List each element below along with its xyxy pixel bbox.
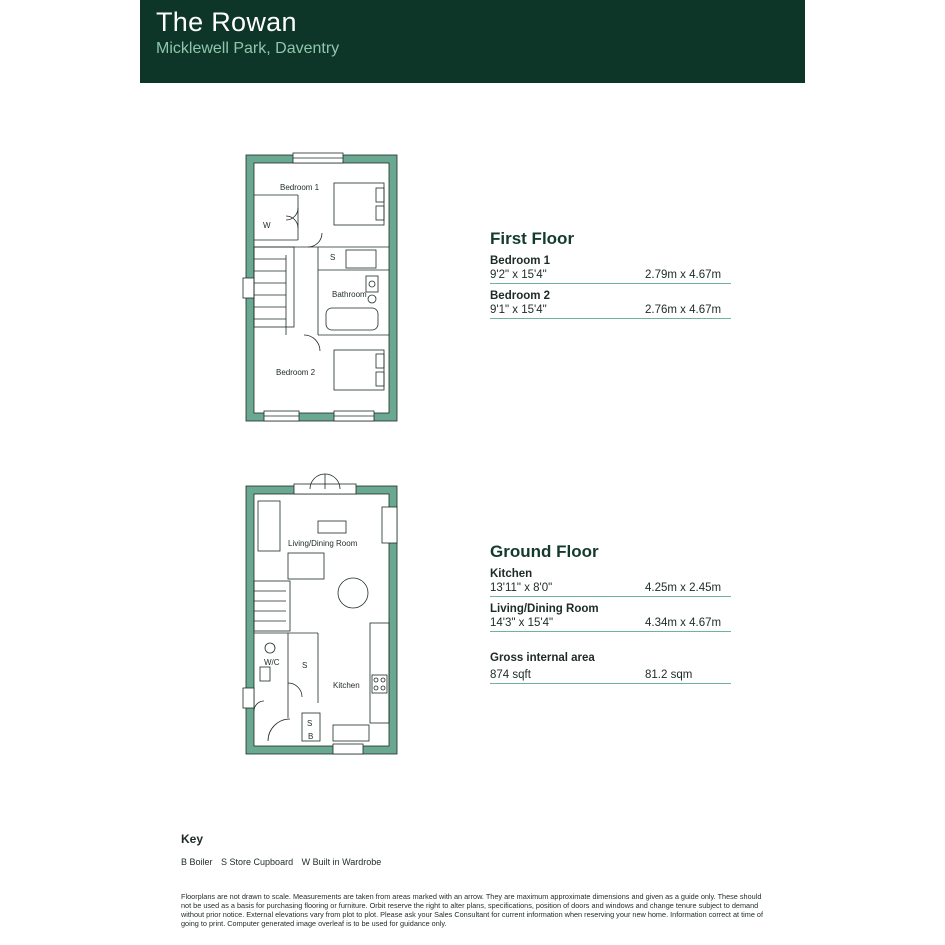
store-label-1: S xyxy=(302,661,308,670)
room-row xyxy=(490,603,731,632)
key-items xyxy=(181,857,387,867)
store-label-2: S xyxy=(307,719,313,728)
development-location: Micklewell Park, Daventry xyxy=(156,40,340,57)
room-metric: 2.79m x 4.67m xyxy=(645,269,722,281)
gross-area-label: Gross internal area xyxy=(490,652,595,664)
room-metric: 4.34m x 4.67m xyxy=(645,617,722,629)
gross-area-imperial: 874 sqft xyxy=(490,669,531,681)
store-label: S xyxy=(330,253,336,262)
gross-area-row xyxy=(490,652,731,684)
key-item-wardrobe: W Built in Wardrobe xyxy=(301,857,382,867)
room-imperial: 13'11" x 8'0" xyxy=(490,582,553,594)
first-floor-schedule xyxy=(490,229,731,325)
bathroom-label: Bathroom xyxy=(332,290,367,299)
living-label: Living/Dining Room xyxy=(288,539,358,548)
key-title: Key xyxy=(181,832,204,846)
room-name: Bedroom 2 xyxy=(490,290,551,302)
room-imperial: 9'1" x 15'4" xyxy=(490,304,547,316)
ground-floor-schedule xyxy=(490,542,731,690)
bedroom2-label: Bedroom 2 xyxy=(276,368,316,377)
key-section xyxy=(181,832,203,846)
first-floor-plan xyxy=(238,150,403,428)
bedroom1-label: Bedroom 1 xyxy=(280,183,320,192)
kitchen-label: Kitchen xyxy=(333,681,360,690)
wardrobe-label: W xyxy=(263,221,271,230)
room-imperial: 14'3" x 15'4" xyxy=(490,617,554,629)
room-name: Kitchen xyxy=(490,568,533,580)
wc-label: W/C xyxy=(264,658,280,667)
room-metric: 4.25m x 2.45m xyxy=(645,582,722,594)
header-banner xyxy=(140,0,805,83)
boiler-label: B xyxy=(308,732,314,741)
first-floor-heading: First Floor xyxy=(490,229,575,248)
room-metric: 2.76m x 4.67m xyxy=(645,304,722,316)
disclaimer-text: Floorplans are not drawn to scale. Measurements are taken from areas marked with an arrow. They are maximum approximate dimensions and given as a guide only. These should not be used as a basis for purchasing flooring or furniture. Orbit reserve the right to alter plans, specifications, position of doors and windows and change tenure subject to demand without prior notice. External elevations vary from plot to plot. Please ask your Sales Consultant for current information when reserving your new home. Information correct at time of going to print. Computer generated image overleaf is to be used for guidance only. xyxy=(181,892,763,928)
room-name: Living/Dining Room xyxy=(490,603,599,615)
key-item-boiler: B Boiler xyxy=(181,857,213,867)
gross-area-metric: 81.2 sqm xyxy=(645,669,693,681)
room-row xyxy=(490,568,731,597)
room-row xyxy=(490,290,731,319)
room-row xyxy=(490,255,731,284)
room-imperial: 9'2" x 15'4" xyxy=(490,269,547,281)
key-item-store: S Store Cupboard xyxy=(221,857,294,867)
room-name: Bedroom 1 xyxy=(490,255,551,267)
house-title: The Rowan xyxy=(156,7,297,37)
ground-floor-heading: Ground Floor xyxy=(490,542,599,561)
ground-floor-plan xyxy=(238,463,403,758)
